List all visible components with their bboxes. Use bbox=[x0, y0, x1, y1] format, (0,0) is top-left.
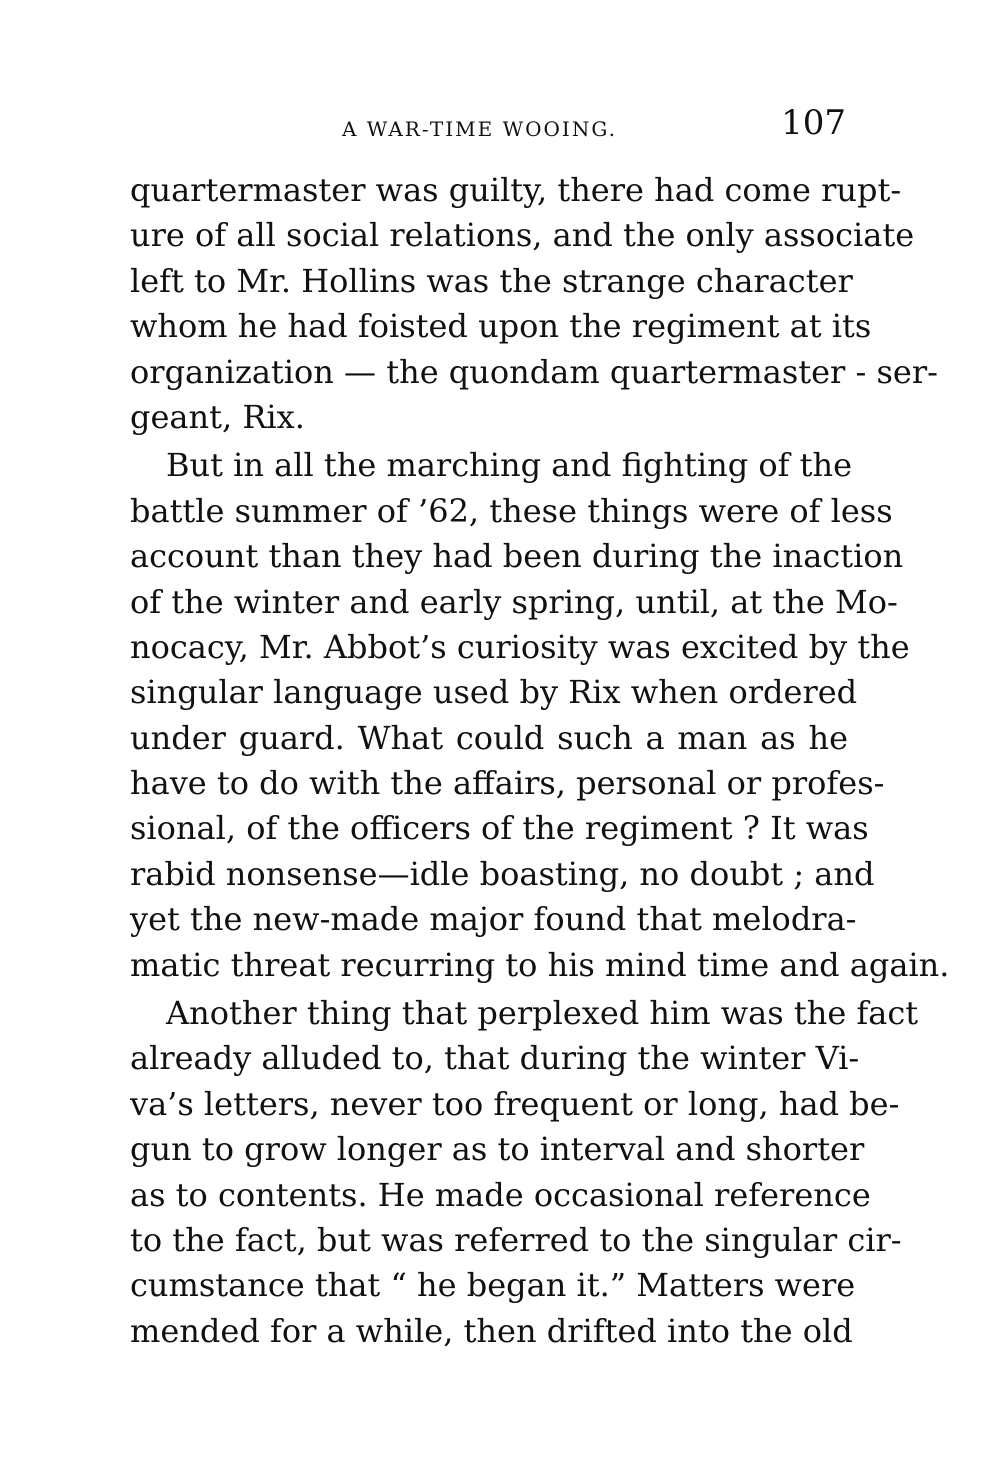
text-line: sional, of the officers of the regiment ? It was bbox=[130, 809, 869, 848]
text-line: va’s letters, never too frequent or long, had be- bbox=[130, 1084, 900, 1123]
text-line: Another thing that perplexed him was the fact bbox=[166, 994, 919, 1033]
text-line: whom he had foisted upon the regiment at its bbox=[130, 307, 872, 346]
text-line: of the winter and early spring, until, at the Mo- bbox=[130, 582, 898, 621]
text-line: geant, Rix. bbox=[130, 397, 305, 436]
text-line: under guard. What could such a man as he bbox=[130, 718, 848, 757]
text-line: singular language used by Rix when ordered bbox=[130, 673, 858, 712]
running-title: A WAR-TIME WOOING. bbox=[342, 117, 617, 141]
text-line: rabid nonsense—idle boasting, no doubt ; and bbox=[130, 854, 875, 893]
text-line: quartermaster was guilty, there had come rupt- bbox=[130, 171, 902, 209]
text-line: organization — the quondam quartermaster - ser- bbox=[130, 352, 938, 391]
text-line: But in all the marching and fighting of the bbox=[166, 446, 853, 485]
text-line: matic threat recurring to his mind time and again. bbox=[130, 945, 950, 984]
text-line: already alluded to, that during the winter Vi- bbox=[130, 1039, 860, 1078]
text-line: ure of all social relations, and the only associate bbox=[130, 216, 915, 255]
text-line: have to do with the affairs, personal or profes- bbox=[130, 764, 885, 803]
paragraph-1 bbox=[130, 168, 938, 440]
text-line: to the fact, but was referred to the singular cir- bbox=[130, 1220, 902, 1259]
text-line: as to contents. He made occasional reference bbox=[130, 1175, 871, 1214]
page-number: 107 bbox=[781, 103, 846, 143]
text-line: yet the new-made major found that melodra- bbox=[130, 900, 857, 939]
text-line: left to Mr. Hollins was the strange character bbox=[130, 261, 853, 300]
text-line: account than they had been during the inaction bbox=[130, 537, 904, 576]
text-line: nocacy, Mr. Abbot’s curiosity was excited by the bbox=[130, 627, 910, 666]
paragraph-2 bbox=[130, 443, 950, 988]
paragraph-3 bbox=[130, 991, 919, 1354]
text-line: battle summer of ’62, these things were of less bbox=[130, 491, 893, 530]
body-text bbox=[130, 168, 950, 1354]
text-line: mended for a while, then drifted into the old bbox=[130, 1311, 853, 1350]
running-head bbox=[130, 103, 850, 147]
text-line: gun to grow longer as to interval and shorter bbox=[130, 1130, 865, 1169]
text-line: cumstance that “ he began it.” Matters were bbox=[130, 1266, 856, 1305]
